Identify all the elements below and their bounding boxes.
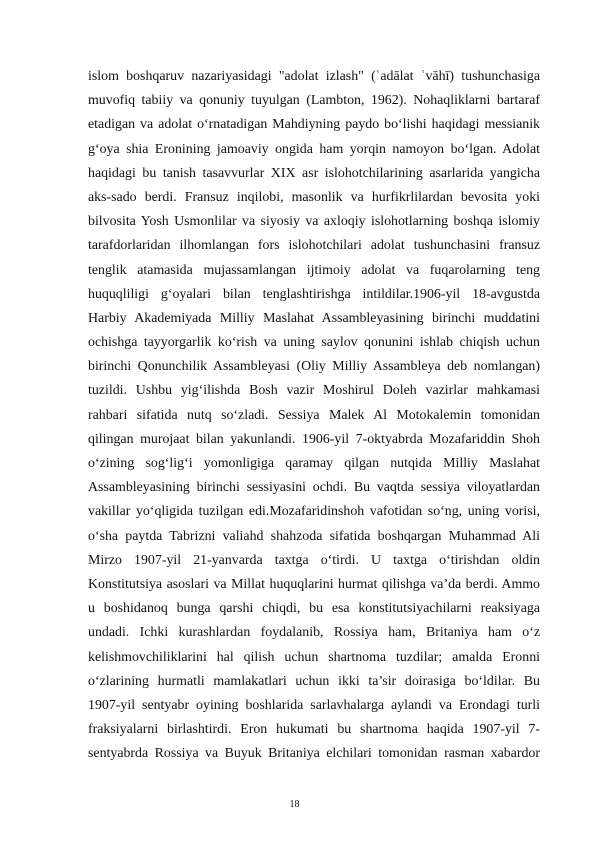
body-text xyxy=(88,65,540,766)
text-line: etadigan va adolat o‘rnatadigan Mahdiyning paydo bo‘lishi haqidagi messianik xyxy=(88,117,540,133)
text-line: bilvosita Yosh Usmonlilar va siyosiy va axloqiy islohotlarning boshqa islomiy xyxy=(88,214,540,230)
text-line: u boshidanoq bunga qarshi chiqdi, bu esa konstitutsiyachilarni reaksiyaga xyxy=(88,601,540,617)
page-number xyxy=(0,799,595,810)
text-line: haqidagi bu tanish tasavvurlar XIX asr islohotchilarining asarlarida yangicha xyxy=(88,165,540,181)
text-line: sentyabrda Rossiya va Buyuk Britaniya elchilari tomonidan rasman xabardor xyxy=(88,746,540,762)
text-line: fraksiyalarni birlashtirdi. Eron hukumati bu shartnoma haqida 1907-yil 7- xyxy=(88,722,540,738)
text-line: birinchi Qonunchilik Assambleyasi (Oliy Milliy Assambleya deb nomlangan) xyxy=(88,359,540,375)
text-line: 1907-yil sentyabr oyining boshlarida sarlavhalarga aylandi va Erondagi turli xyxy=(88,697,540,713)
text-line: Mirzo 1907-yil 21-yanvarda taxtga o‘tirdi. U taxtga o‘tirishdan oldin xyxy=(88,552,540,568)
text-line: undadi. Ichki kurashlardan foydalanib, Rossiya ham, Britaniya ham o‘z xyxy=(88,625,540,641)
text-line: qilingan murojaat bilan yakunlandi. 1906-yil 7-oktyabrda Mozafariddin Shoh xyxy=(88,431,540,447)
text-line: o‘sha paytda Tabrizni valiahd shahzoda sifatida boshqargan Muhammad Ali xyxy=(88,528,540,544)
page-number-label: 18 xyxy=(289,799,300,810)
text-line: tuzildi. Ushbu yig‘ilishda Bosh vazir Moshirul Doleh vazirlar mahkamasi xyxy=(88,383,540,399)
text-line: tarafdorlaridan ilhomlangan fors islohotchilari adolat tushunchasini fransuz xyxy=(88,238,540,254)
text-line: Harbiy Akademiyada Milliy Maslahat Assambleyasining birinchi muddatini xyxy=(88,310,540,326)
text-line: rahbari sifatida nutq so‘zladi. Sessiya Malek Al Motokalemin tomonidan xyxy=(88,407,540,423)
text-line: o‘zining sog‘lig‘i yomonligiga qaramay qilgan nutqida Milliy Maslahat xyxy=(88,456,540,471)
text-line: Assambleyasining birinchi sessiyasini ochdi. Bu vaqtda sessiya viloyatlardan xyxy=(88,480,540,496)
text-line: Konstitutsiya asoslari va Millat huquqlarini hurmat qilishga va’da berdi. Ammo xyxy=(88,576,540,592)
text-line: kelishmovchiliklarini hal qilish uchun shartnoma tuzdilar; amalda Eronni xyxy=(88,649,540,665)
text-line: ochishga tayyorgarlik ko‘rish va uning saylov qonunini ishlab chiqish uchun xyxy=(88,335,540,351)
text-line: muvofiq tabiiy va qonuniy tuyulgan (Lambton, 1962). Nohaqliklarni bartaraf xyxy=(88,93,540,109)
text-line: tenglik atamasida mujassamlangan ijtimoiy adolat va fuqarolarning teng xyxy=(88,262,540,278)
text-line: o‘zlarining hurmatli mamlakatlari uchun ikki ta’sir doirasiga bo‘ldilar. Bu xyxy=(88,673,540,689)
text-line: g‘oya shia Eronining jamoaviy ongida ham yorqin namoyon bo‘lgan. Adolat xyxy=(88,141,540,157)
text-line: islom boshqaruv nazariyasidagi "adolat izlash" (ʿadālat ʿvāhī) tushunchasiga xyxy=(88,69,540,84)
text-line: huquqliligi g‘oyalari bilan tenglashtirishga intildilar.1906-yil 18-avgustda xyxy=(88,286,540,302)
text-line: aks-sado berdi. Fransuz inqilobi, masonlik va hurfikrlilardan bevosita yoki xyxy=(88,189,540,205)
text-line: vakillar yo‘qligida tuzilgan edi.Mozafaridinshoh vafotidan so‘ng, uning vorisi, xyxy=(88,504,540,520)
